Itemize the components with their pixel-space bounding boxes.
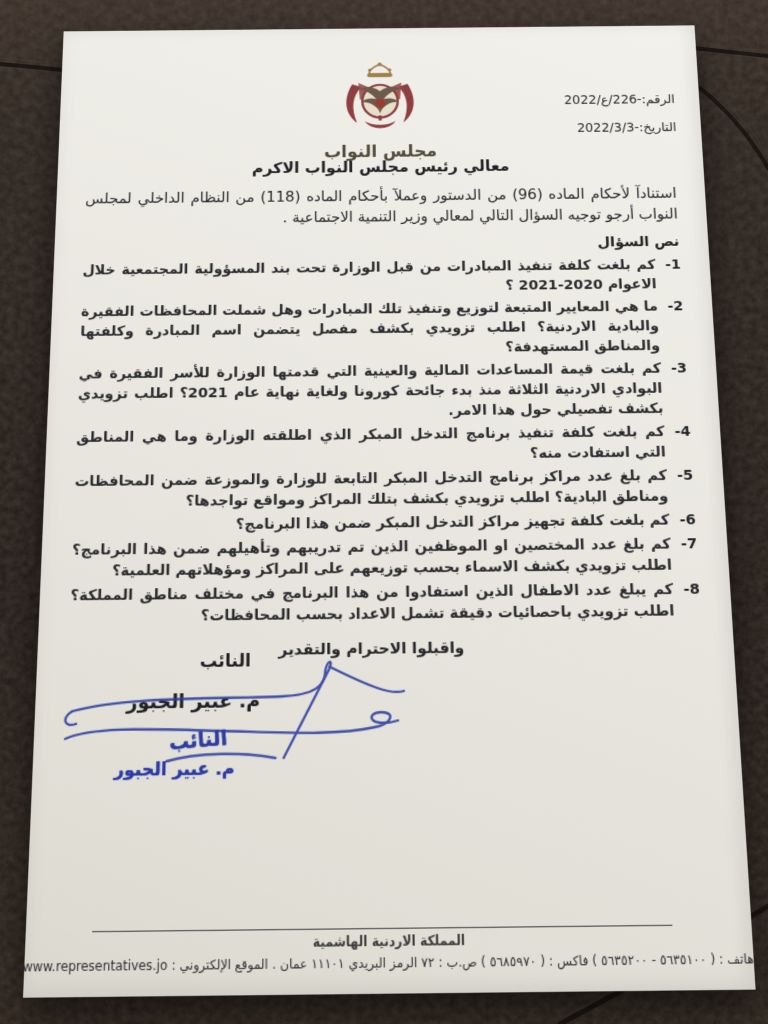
question-number: 7- xyxy=(680,536,698,553)
signer-name: م. عبير الجبور xyxy=(126,690,261,714)
parliament-logotype: مجلس النواب xyxy=(324,141,438,163)
question-item-1 xyxy=(82,256,683,301)
closing-line: واقبلوا الاحترام والتقدير xyxy=(278,638,465,659)
reference-block xyxy=(564,86,678,143)
stamp-title: النائب xyxy=(168,726,228,755)
question-text: كم بلغت قيمة المساعدات المالية والعينية التي قدمتها الوزارة للأسر الفقيرة في البوادي الاردنية الثلاثة منذ بدء جائحة كورونا ولغاية نهاية عام 2021؟ اطلب تزويدي بكشف تفصيلي حول هذا الامر. xyxy=(77,361,664,419)
intro-paragraph: استنادآ لأحكام الماده (96) من الدستور وعملآ بأحكام الماده (118) من النظام الداخلي لمجلس النواب أرجو توجيه السؤال التالي لمعالي وزير التنمية الاجتماعية . xyxy=(84,185,679,226)
question-item-5 xyxy=(74,466,695,514)
question-text: كم بلغت كلفة تنفيذ المبادرات من قبل الوزارة تحت بند المسؤولية المجتمعية خلال الاعوام 2020‏-‏2021 ؟ xyxy=(82,257,658,294)
letterhead-footer xyxy=(24,924,754,975)
letter-document xyxy=(23,25,756,997)
question-item-7 xyxy=(71,534,699,583)
kingdom-calligraphy: المملكة الاردنية الهاشمية xyxy=(312,931,466,951)
footer-contact-line: هاتف : ( ٥٦٣٥١٠٠ - ٥٦٣٥٢٠٠ ) فاكس : ( ٥٦٨٥٩٧٠ ) ص.ب : ٧٢ الرمز البريدي ١١١٠١ عمان . الموقع الإلكتروني : www.representatives.jo xyxy=(22,950,755,975)
question-text: كم بلغت كلفة تجهيز مراكز التدخل المبكر ضمن هذا البرنامج؟ xyxy=(235,512,670,533)
question-number: 5- xyxy=(676,467,694,484)
question-text: كم بلغ عدد المختصين او الموظفين الذين تم تدريبهم وتأهيلهم ضمن هذا البرنامج؟ اطلب تزويدي بكشف الاسماء بحسب توزيعهم على المراكز ومؤهلاتهم العلمية؟ xyxy=(71,536,673,580)
question-item-6 xyxy=(73,510,697,537)
question-number: 1- xyxy=(664,257,682,273)
question-item-8 xyxy=(69,580,701,630)
stamp-name: م. عبير الجبور xyxy=(113,758,235,781)
question-number: 8- xyxy=(682,581,701,598)
reference-number: الرقم:-226/ع/2022 xyxy=(563,92,676,108)
question-heading: نص السؤال xyxy=(597,232,680,251)
question-number: 2- xyxy=(667,299,684,315)
reference-date: التاريخ:-2022/3/3 xyxy=(576,120,677,136)
letter-body xyxy=(68,183,704,661)
question-text: ما هي المعايير المتبعة لتوزيع وتنفيذ تلك المبادرات وهل شملت المحافظات الفقيرة والبادية الاردنية؟ اطلب تزويدي بكشف مفصل يتضمن اسم المبادرة وكلفتها والمناطق المستهدفة؟ xyxy=(80,299,661,356)
salutation-line: معالي رئيس مجلس النواب الاكرم xyxy=(251,157,510,177)
question-text: كم يبلغ عدد الاطفال الذين استفادوا من هذا البرنامج في مختلف مناطق المملكة؟ اطلب تزويدي باحصائيات دقيقة تشمل الاعداد بحسب المحافظات؟ xyxy=(70,581,675,625)
question-number: 6- xyxy=(678,512,697,529)
question-text: كم بلغت كلفة تنفيذ برنامج التدخل المبكر الذي اطلقته الوزارة وما هي المناطق التي استفادت منه؟ xyxy=(76,424,667,462)
question-number: 3- xyxy=(670,361,688,377)
question-item-2 xyxy=(79,297,686,362)
header-emblem-block xyxy=(309,62,452,162)
question-item-4 xyxy=(75,422,692,469)
signature-block xyxy=(58,635,416,808)
question-number: 4- xyxy=(674,424,691,440)
question-text: كم بلغ عدد مراكز برنامج التدخل المبكر التابعة للوزارة والموزعة ضمن المحافظات ومناطق البادية؟ اطلب تزويدي بكشف بتلك المراكز ومواقع تواجدها؟ xyxy=(74,468,669,510)
question-item-3 xyxy=(77,359,690,425)
jordan-coat-of-arms-icon xyxy=(334,62,427,138)
signer-title: النائب xyxy=(199,650,252,673)
